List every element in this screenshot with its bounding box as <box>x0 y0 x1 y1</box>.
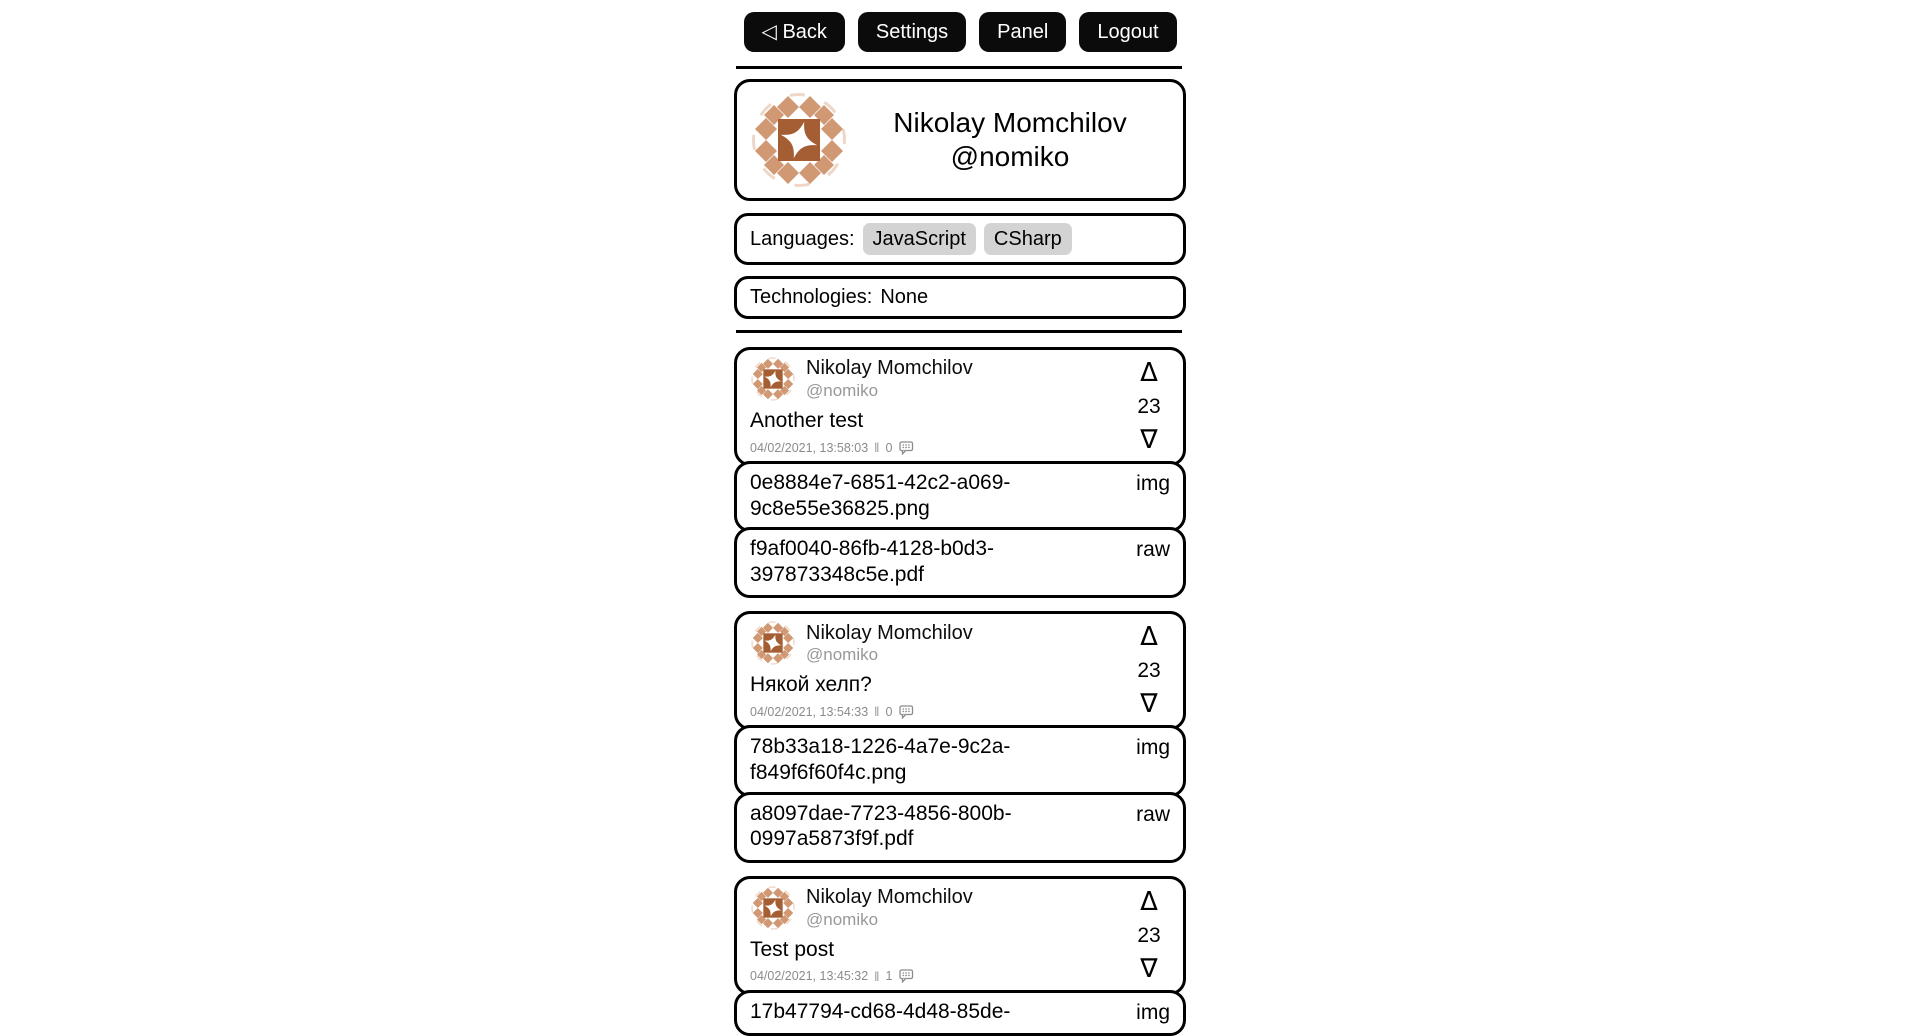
downvote-button[interactable]: ∇ <box>1140 953 1158 984</box>
comment-count: 0 <box>885 704 893 719</box>
upvote-button[interactable]: Δ <box>1140 358 1158 388</box>
post-author-name: Nikolay Momchilov <box>806 621 973 644</box>
post-group <box>734 347 1186 598</box>
post-main <box>750 620 1127 719</box>
post-main <box>750 356 1127 455</box>
attachment-row[interactable] <box>734 461 1186 532</box>
post-author-handle: @nomiko <box>806 381 879 401</box>
attachment-filename: a8097dae-7723-4856-800b-0997a5873f9f.pdf <box>750 801 1012 851</box>
meta-separator: ‖ <box>874 968 880 984</box>
divider-top <box>736 66 1182 69</box>
top-navigation <box>0 0 1920 52</box>
attachment-filename: f9af0040-86fb-4128-b0d3-397873348c5e.pdf <box>750 537 995 586</box>
post-header <box>750 620 1127 666</box>
profile-page <box>734 66 1186 1036</box>
attachment-filename: 0e8884e7-6851-42c2-a069-9c8e55e36825.png <box>750 471 1011 520</box>
post-author-name: Nikolay Momchilov <box>806 357 973 380</box>
profile-name: Nikolay Momchilov <box>893 106 1127 138</box>
language-badge-csharp: CSharp <box>984 223 1072 255</box>
attachment-type-badge: img <box>1136 472 1170 495</box>
vote-column <box>1127 356 1171 455</box>
comment-icon <box>899 441 914 455</box>
post-main <box>750 885 1127 984</box>
divider-posts <box>736 330 1182 333</box>
attachment-filename: 17b47794-cd68-4d48-85de- <box>750 999 1011 1023</box>
post-author-avatar <box>750 885 796 931</box>
attachment-row[interactable] <box>734 725 1186 796</box>
profile-handle: @nomiko <box>950 141 1070 172</box>
post-header <box>750 356 1127 402</box>
back-button[interactable]: ◁ Back <box>744 12 845 52</box>
post-title: Another test <box>750 409 864 432</box>
post-timestamp: 04/02/2021, 13:54:33 <box>750 704 869 719</box>
post-card[interactable] <box>734 347 1186 466</box>
panel-button[interactable]: Panel <box>979 12 1066 52</box>
technologies-label: Technologies: <box>750 286 873 308</box>
posts-list <box>734 347 1186 1036</box>
settings-button[interactable]: Settings <box>858 12 966 52</box>
vote-column <box>1127 620 1171 719</box>
meta-separator: ‖ <box>874 704 880 720</box>
comment-count: 0 <box>885 440 893 455</box>
profile-avatar <box>749 90 849 190</box>
vote-column <box>1127 885 1171 984</box>
upvote-button[interactable]: Δ <box>1140 622 1158 653</box>
post-author-name: Nikolay Momchilov <box>806 886 973 909</box>
post-timestamp: 04/02/2021, 13:45:32 <box>750 969 869 984</box>
post-timestamp: 04/02/2021, 13:58:03 <box>750 440 869 455</box>
post-author-handle: @nomiko <box>806 909 879 929</box>
languages-card <box>734 213 1186 265</box>
technologies-value: None <box>880 286 929 308</box>
logout-button[interactable]: Logout <box>1079 12 1176 52</box>
post-author <box>806 622 973 665</box>
post-title: Някой хелп? <box>750 673 872 697</box>
attachment-type-badge: raw <box>1136 802 1170 826</box>
downvote-button[interactable]: ∇ <box>1140 689 1158 720</box>
comment-icon <box>899 705 914 719</box>
post-meta <box>750 704 1127 719</box>
post-meta <box>750 969 1127 984</box>
post-author <box>806 886 973 929</box>
post-title: Test post <box>750 937 835 961</box>
profile-card <box>734 79 1186 201</box>
post-group <box>734 611 1186 862</box>
post-group <box>734 876 1186 1036</box>
vote-count: 23 <box>1137 659 1161 683</box>
attachment-row[interactable] <box>734 792 1186 863</box>
attachment-filename: 78b33a18-1226-4a7e-9c2a-f849f6f60f4c.png <box>750 735 1011 785</box>
post-author <box>806 357 973 400</box>
post-author-avatar <box>750 620 796 666</box>
technologies-card <box>734 276 1186 319</box>
profile-names <box>849 106 1171 174</box>
languages-label: Languages: <box>750 227 855 250</box>
attachment-row[interactable] <box>734 527 1186 598</box>
attachment-row[interactable] <box>734 990 1186 1036</box>
attachment-type-badge: raw <box>1136 538 1170 562</box>
vote-count: 23 <box>1137 395 1161 418</box>
language-badge-javascript: JavaScript <box>863 223 976 255</box>
attachment-type-badge: img <box>1136 736 1170 760</box>
post-card[interactable] <box>734 611 1186 730</box>
post-card[interactable] <box>734 876 1186 995</box>
meta-separator: ‖ <box>874 440 880 455</box>
downvote-button[interactable]: ∇ <box>1140 425 1158 455</box>
upvote-button[interactable]: Δ <box>1140 886 1158 917</box>
comment-count: 1 <box>885 969 893 984</box>
post-author-avatar <box>750 356 796 402</box>
vote-count: 23 <box>1137 923 1161 947</box>
comment-icon <box>899 969 914 983</box>
post-meta <box>750 440 1127 455</box>
post-header <box>750 885 1127 931</box>
post-author-handle: @nomiko <box>806 645 879 665</box>
attachment-type-badge: img <box>1136 1000 1170 1024</box>
